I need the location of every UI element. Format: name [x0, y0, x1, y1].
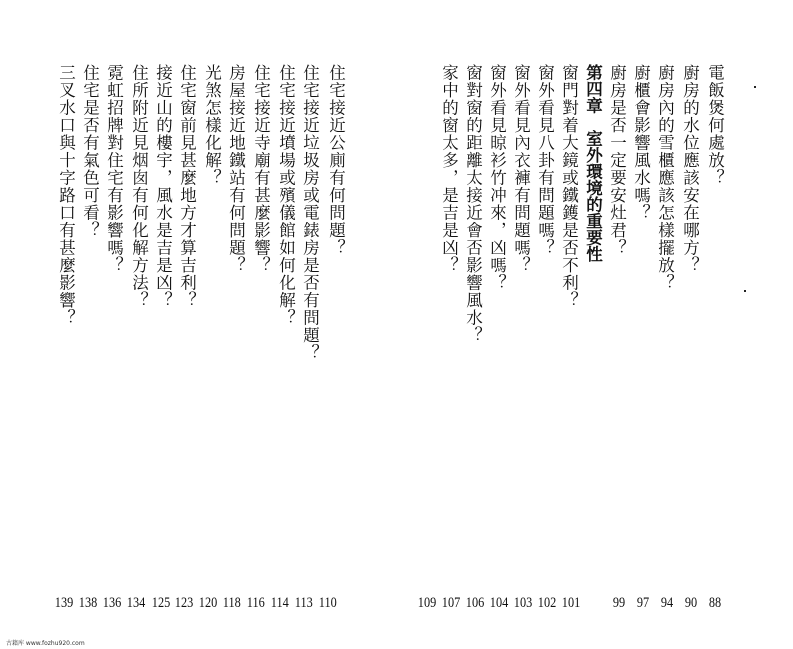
toc-entry: 住宅是否有氣色可看？	[80, 64, 100, 239]
page-number: 104	[489, 595, 509, 611]
page-number: 136	[102, 595, 122, 611]
toc-entry: 窗外看見晾衫竹冲來，凶嗎？	[487, 64, 507, 292]
page-number: 94	[660, 595, 674, 611]
right-page	[396, 0, 793, 649]
page-number: 139	[54, 595, 74, 611]
toc-entry: 三叉水口與十字路口有甚麼影響？	[56, 64, 76, 327]
page-number: 118	[222, 595, 241, 611]
page-number: 123	[174, 595, 194, 611]
toc-entry: 家中的窗太多，是吉是凶？	[439, 64, 459, 274]
page-number: 99	[612, 595, 626, 611]
page-number: 97	[636, 595, 650, 611]
toc-entry: 廚房的水位應該安在哪方？	[680, 64, 700, 274]
page-number: 90	[684, 595, 698, 611]
watermark-footer: 古籍库 www.fozhu920.com	[6, 640, 85, 647]
toc-entry: 住宅接近寺廟有甚麼影響？	[251, 64, 271, 274]
page-number: 113	[294, 595, 313, 611]
toc-entry: 住宅窗前見甚麼地方才算吉利？	[177, 64, 197, 309]
page-number: 116	[246, 595, 265, 611]
toc-entry: 住宅接近墳場或殯儀館如何化解？	[276, 64, 296, 327]
left-page	[0, 0, 396, 649]
chapter-heading: 第四章 室外環境的重要性	[583, 64, 603, 262]
page-number: 101	[561, 595, 581, 611]
page-number: 106	[465, 595, 485, 611]
toc-entry: 接近山的樓宇，風水是吉是凶？	[153, 64, 173, 309]
page-number: 107	[441, 595, 461, 611]
toc-entry: 房屋接近地鐵站有何問題？	[226, 64, 246, 274]
page-number: 109	[417, 595, 437, 611]
scan-speck	[744, 290, 746, 292]
page-number: 110	[318, 595, 337, 611]
scan-speck	[754, 86, 756, 88]
page-number: 138	[78, 595, 98, 611]
toc-entry: 住所附近見烟囱有何化解方法？	[129, 64, 149, 309]
toc-entry: 光煞怎樣化解？	[202, 64, 222, 187]
toc-entry: 霓虹招牌對住宅有影響嗎？	[104, 64, 124, 274]
toc-entry: 廚房是否一定要安灶君？	[607, 64, 627, 257]
page-number: 125	[151, 595, 171, 611]
toc-entry: 住宅接近垃圾房或電錶房是否有問題？	[300, 64, 320, 362]
toc-entry: 廚房內的雪櫃應該怎樣擺放？	[655, 64, 675, 292]
page-number: 88	[708, 595, 722, 611]
page-number: 120	[198, 595, 218, 611]
toc-entry: 窗對窗的距離太接近會否影響風水？	[463, 64, 483, 344]
toc-entry: 窗外看見八卦有問題嗎？	[535, 64, 555, 257]
toc-entry: 窗外看見內衣褲有問題嗎？	[511, 64, 531, 274]
toc-entry: 廚櫃會影響風水嗎？	[631, 64, 651, 222]
page-number: 134	[126, 595, 146, 611]
page-number: 114	[270, 595, 289, 611]
page-number: 102	[537, 595, 557, 611]
page-number: 103	[513, 595, 533, 611]
toc-entry: 電飯煲何處放？	[705, 64, 725, 187]
toc-entry: 窗門對着大鏡或鐵鑊是否不利？	[559, 64, 579, 309]
toc-entry: 住宅接近公廁有何問題？	[326, 64, 346, 257]
